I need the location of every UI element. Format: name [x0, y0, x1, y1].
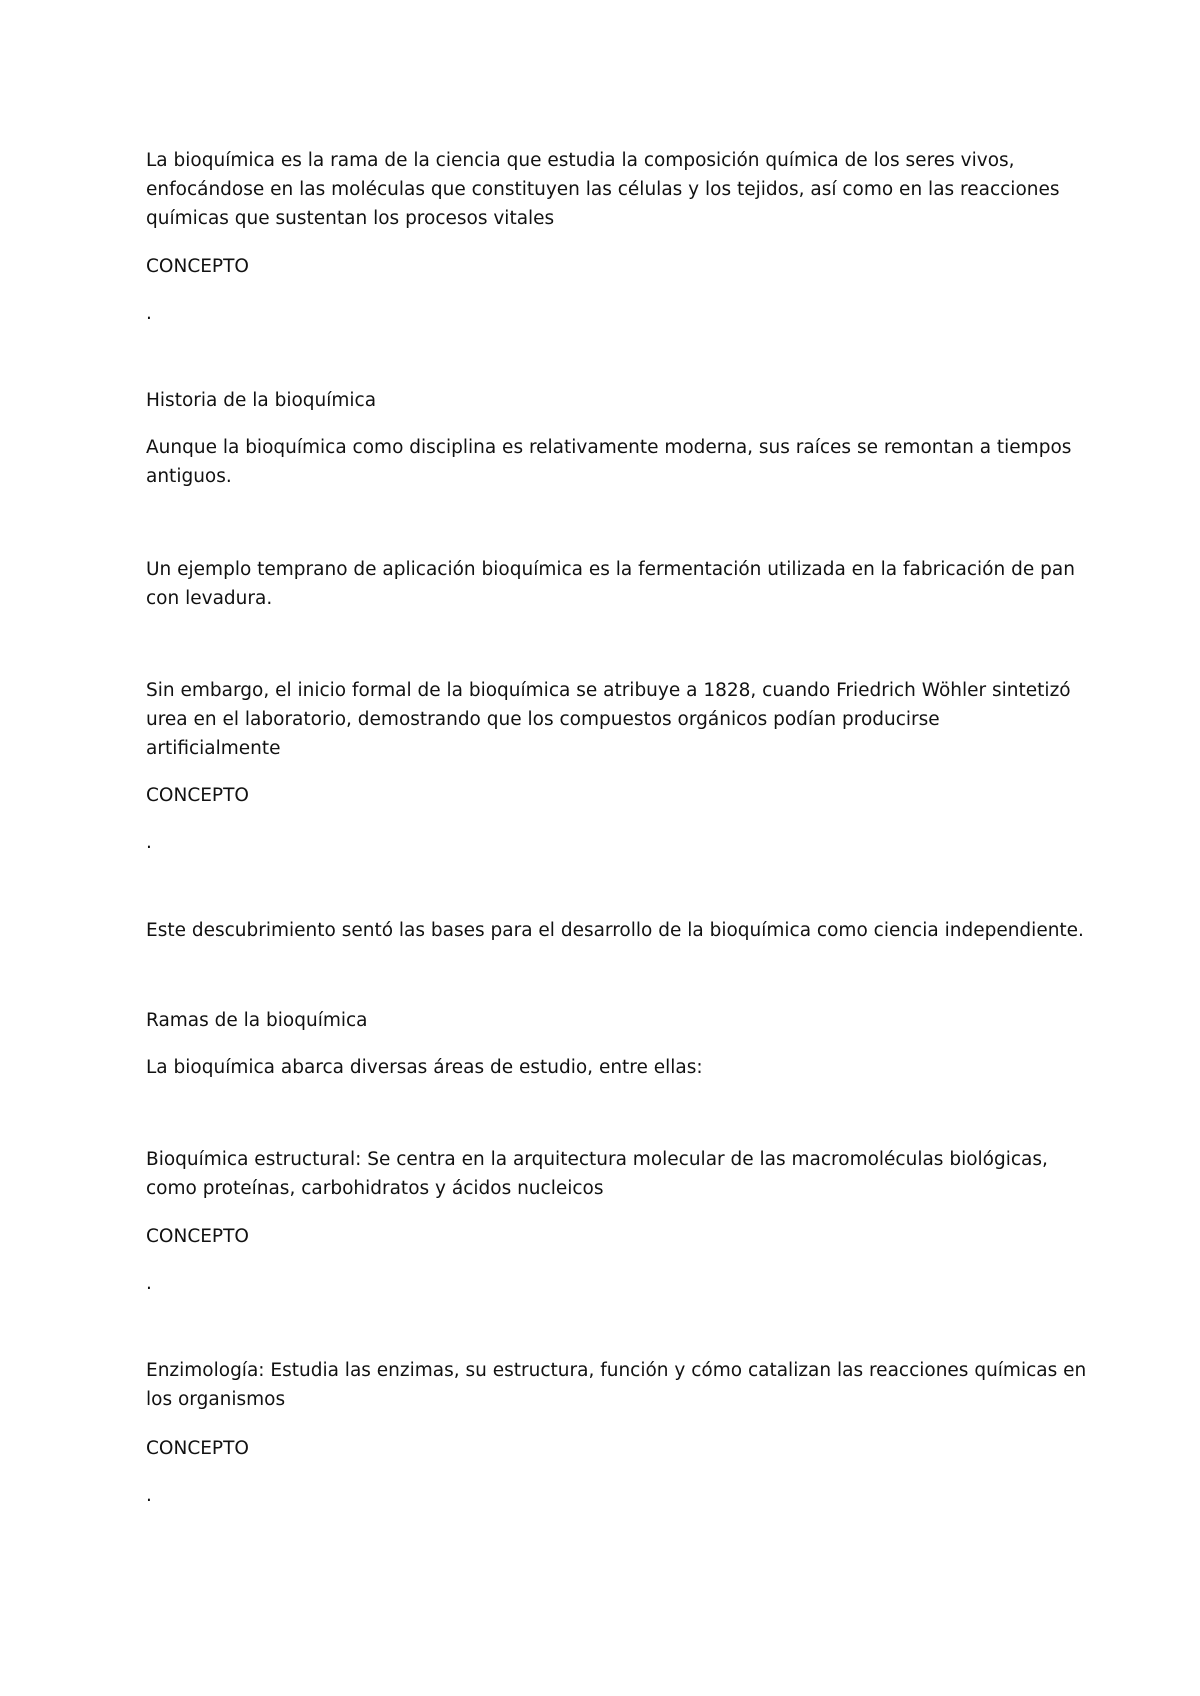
ejemplo-line-2: con levadura. — [146, 588, 273, 609]
heading-ramas: Ramas de la bioquímica — [146, 1010, 368, 1031]
estructural-line-2: como proteínas, carbohidratos y ácidos nucleicos — [146, 1178, 604, 1199]
historia-line-1: Aunque la bioquímica como disciplina es relativamente moderna, sus raíces se remontan a tiempos — [146, 437, 1072, 458]
concept-label-4: CONCEPTO — [146, 1438, 249, 1459]
intro-line-1: La bioquímica es la rama de la ciencia que estudia la composición química de los seres vivos, — [146, 150, 1015, 171]
placeholder-dot-4: . — [146, 1485, 152, 1506]
intro-line-2: enfocándose en las moléculas que constituyen las células y los tejidos, así como en las reacciones — [146, 179, 1060, 200]
concept-label-3: CONCEPTO — [146, 1226, 249, 1247]
placeholder-dot-3: . — [146, 1273, 152, 1294]
intro-line-3: químicas que sustentan los procesos vitales — [146, 208, 555, 229]
enzimologia-line-1: Enzimología: Estudia las enzimas, su estructura, función y cómo catalizan las reacciones químicas en — [146, 1360, 1087, 1381]
placeholder-dot-1: . — [146, 303, 152, 324]
historia-line-2: antiguos. — [146, 466, 232, 487]
wohler-line-1: Sin embargo, el inicio formal de la bioquímica se atribuye a 1828, cuando Friedrich Wöhler sintetizó — [146, 680, 1071, 701]
wohler-line-3: artificialmente — [146, 738, 281, 759]
placeholder-dot-2: . — [146, 832, 152, 853]
ejemplo-line-1: Un ejemplo temprano de aplicación bioquímica es la fermentación utilizada en la fabricación de pan — [146, 559, 1075, 580]
heading-historia: Historia de la bioquímica — [146, 390, 377, 411]
concept-label-1: CONCEPTO — [146, 256, 249, 277]
wohler-line-2: urea en el laboratorio, demostrando que los compuestos orgánicos podían producirse — [146, 709, 940, 730]
estructural-line-1: Bioquímica estructural: Se centra en la arquitectura molecular de las macromoléculas biológicas, — [146, 1149, 1048, 1170]
enzimologia-line-2: los organismos — [146, 1389, 286, 1410]
descubrimiento-line: Este descubrimiento sentó las bases para el desarrollo de la bioquímica como ciencia independiente. — [146, 920, 1084, 941]
ramas-intro-line: La bioquímica abarca diversas áreas de estudio, entre ellas: — [146, 1057, 703, 1078]
concept-label-2: CONCEPTO — [146, 785, 249, 806]
